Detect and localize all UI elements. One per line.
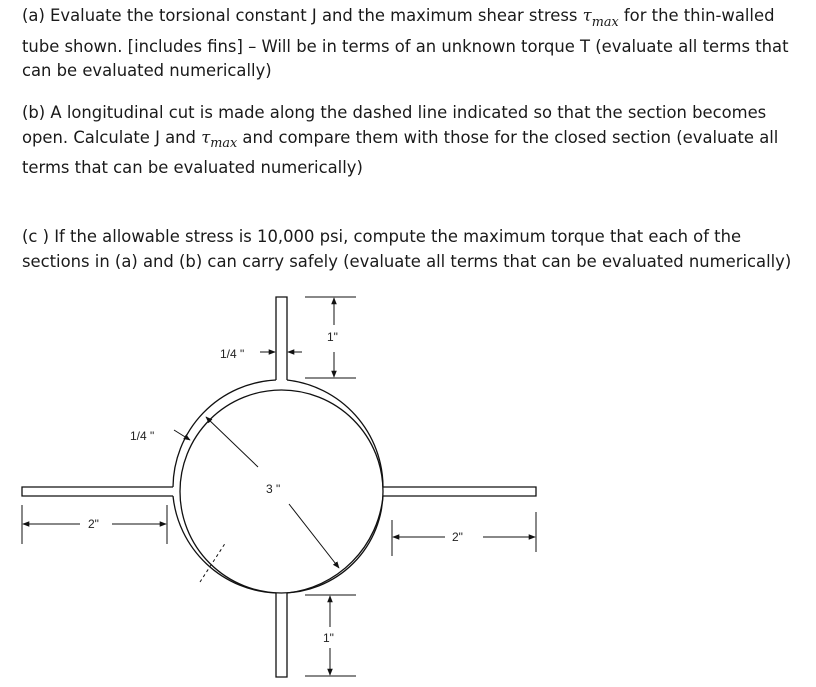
tube-thickness-label: 1/4 ": [130, 429, 155, 443]
tau-max-symbol: $\tau_{max}$: [201, 127, 238, 152]
diameter-label: 3 ": [266, 482, 281, 496]
part-a-text-end: for the thin-walled tube shown. [includes fins] – Will be in terms of an unknown torque T (evaluate all terms that can be evaluated numerically): [22, 6, 789, 81]
top-fin-length-label: 1": [327, 330, 338, 344]
fin-thickness-label: 1/4 ": [220, 347, 245, 361]
tau-max-symbol: $\tau_{max}$: [582, 6, 619, 30]
bottom-fin-length-label: 1": [323, 631, 334, 645]
part-b-text-end: and compare them with those for the closed section (evaluate all terms that can be evaluated numerically): [22, 127, 779, 178]
left-fin-length-label: 2": [88, 517, 99, 531]
part-a-text-start: (a) Evaluate the torsional constant J and the maximum shear stress: [22, 6, 583, 25]
right-fin-length-label: 2": [452, 530, 463, 544]
part-b-text-start: (b) A longitudinal cut is made along the dashed line indicated so that the section becomes open. Calculate J and: [22, 103, 767, 147]
part-c-text-body: (c ) If the allowable stress is 10,000 psi, compute the maximum torque that each of the sections in (a) and (b) can carry safely (evaluate all terms that can be evaluated numerically): [22, 227, 792, 271]
